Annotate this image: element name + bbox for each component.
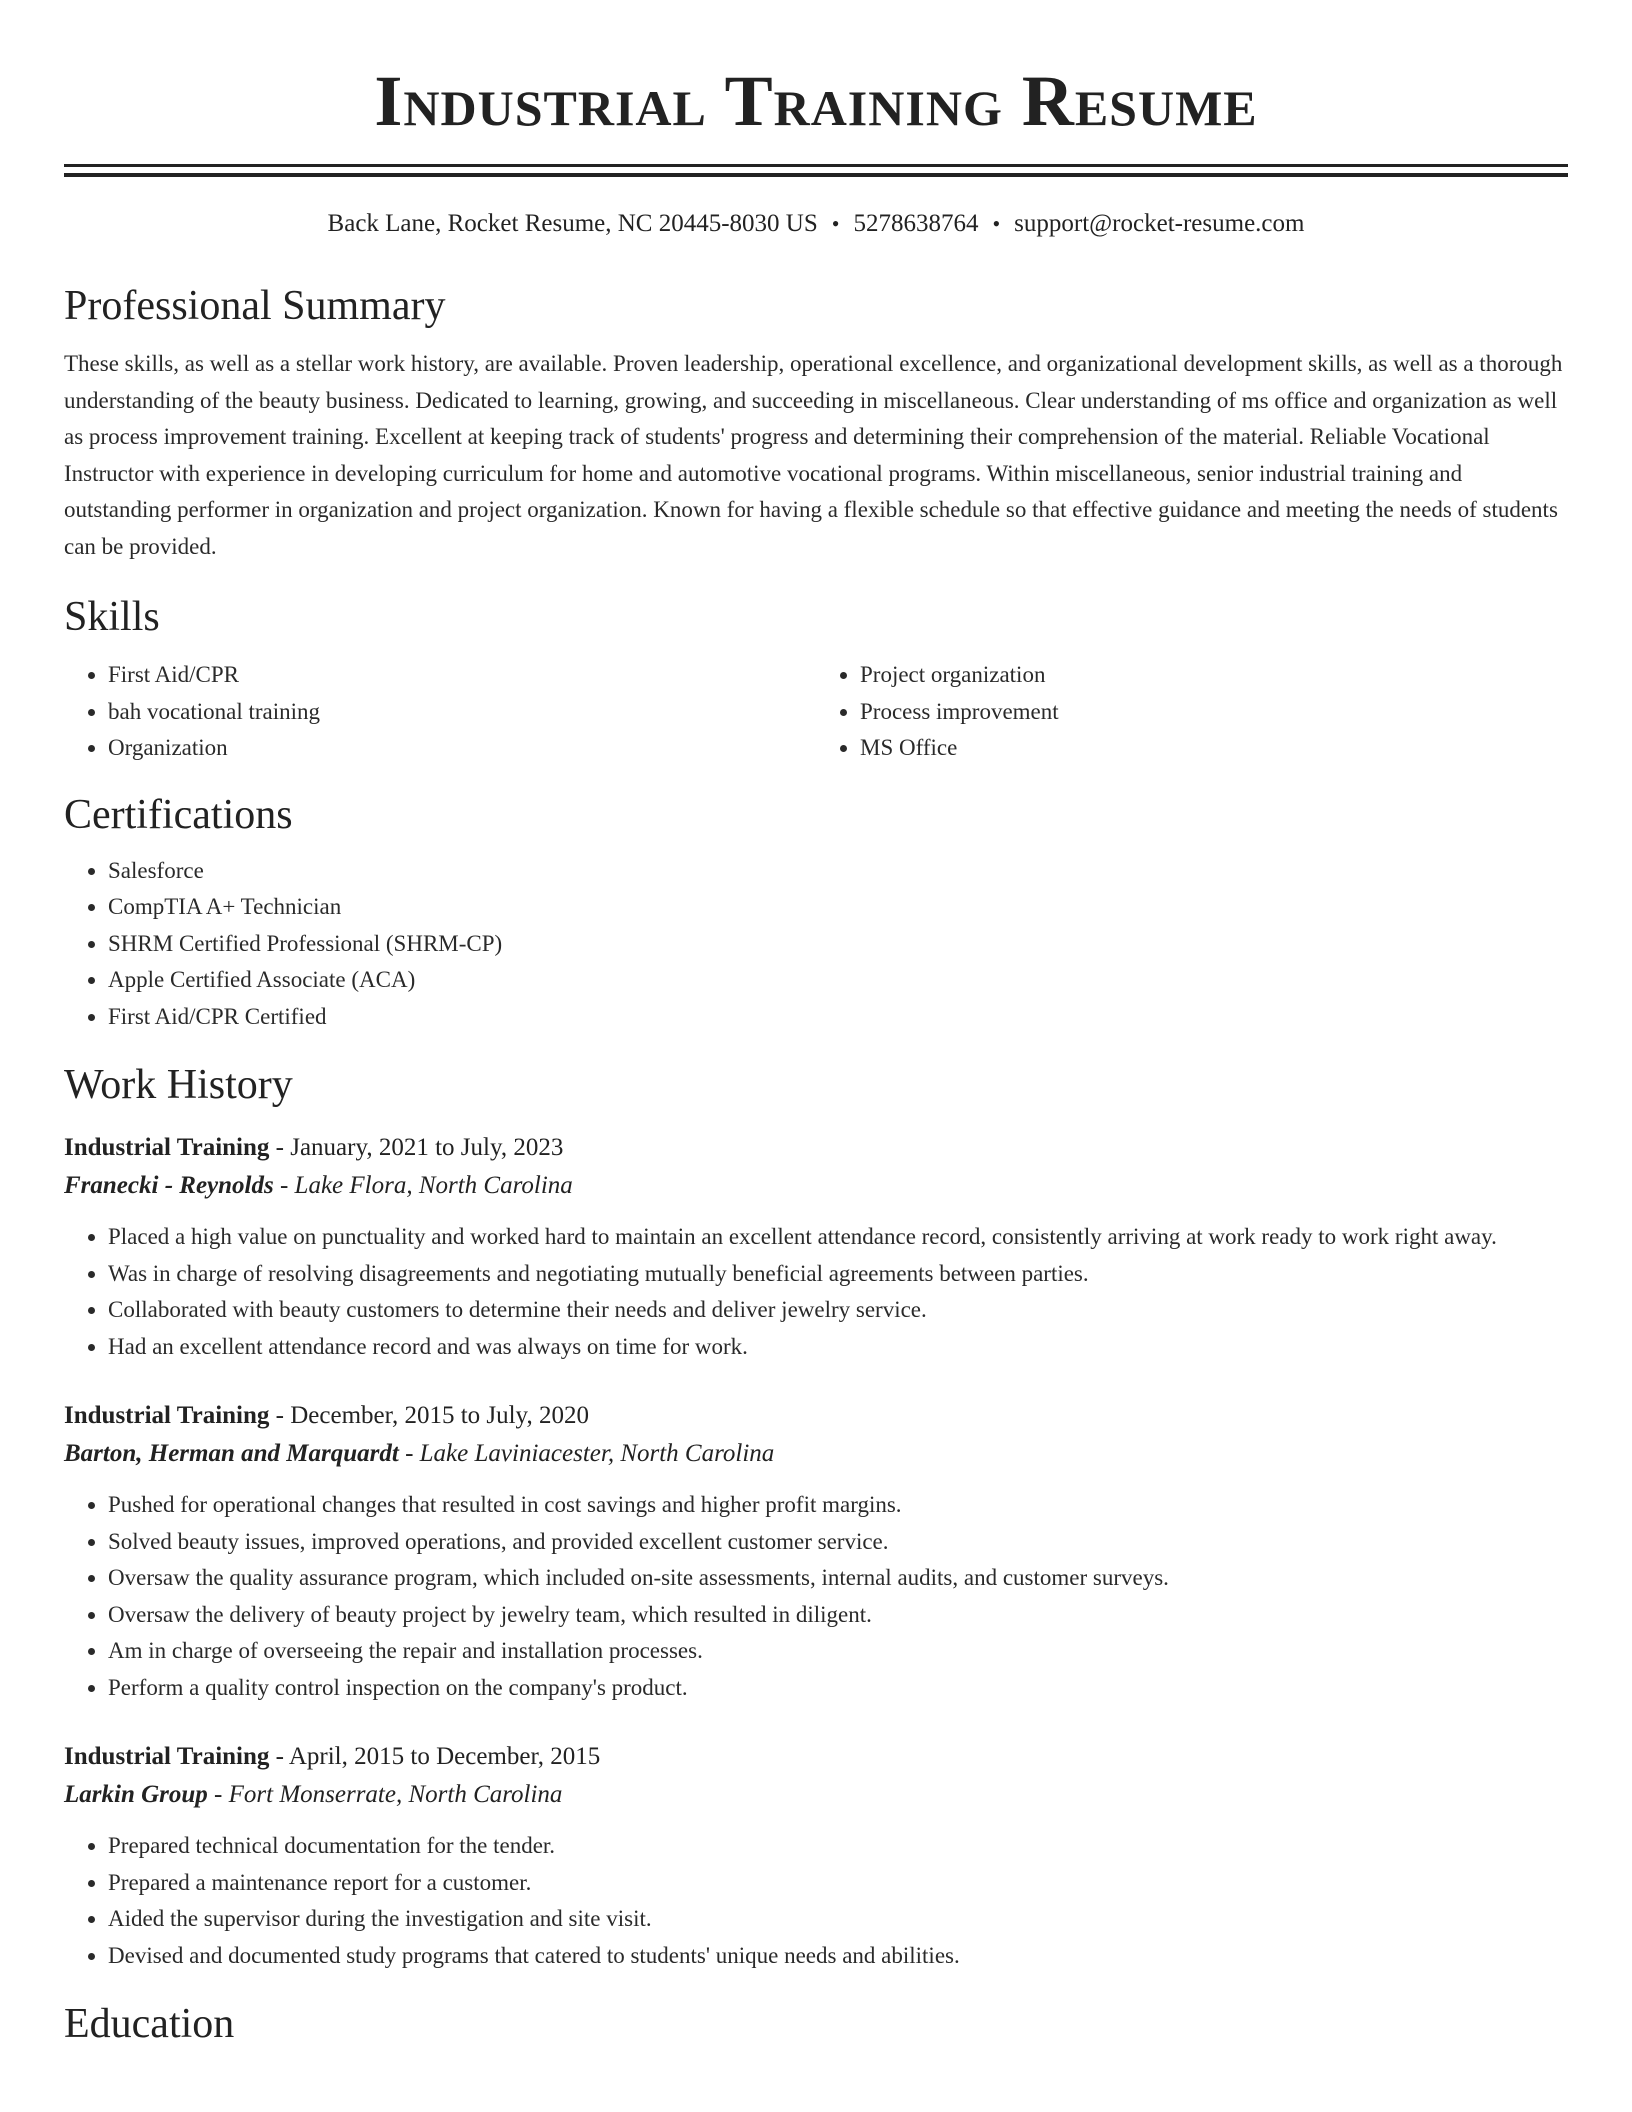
job-bullet: • Am in charge of overseeing the repair and installation processes. <box>108 1633 1568 1670</box>
job-title: Industrial Training <box>64 1743 270 1770</box>
skill-item: • Process improvement <box>860 694 1568 731</box>
job-location: - Lake Laviniacester, North Carolina <box>398 1440 775 1467</box>
contact-phone: 5278638764 <box>853 210 979 237</box>
job-bullet: • Solved beauty issues, improved operations, and provided excellent customer service. <box>108 1524 1568 1561</box>
work-history-heading: Work History <box>64 1062 293 1108</box>
job-company: Barton, Herman and Marquardt <box>64 1440 399 1467</box>
job-bullet: • Collaborated with beauty customers to determine their needs and deliver jewelry service. <box>108 1292 1568 1329</box>
job-bullet: • Had an excellent attendance record and was always on time for work. <box>108 1329 1568 1366</box>
job-dates: - April, 2015 to December, 2015 <box>269 1743 601 1770</box>
job-bullet: • Perform a quality control inspection on the company's product. <box>108 1670 1568 1707</box>
job-entry <box>64 1129 1568 1365</box>
job-bullet: • Prepared a maintenance report for a customer. <box>108 1865 1568 1902</box>
job-bullet: • Oversaw the delivery of beauty project by jewelry team, which resulted in diligent. <box>108 1597 1568 1634</box>
certification-item: • SHRM Certified Professional (SHRM-CP) <box>108 926 1568 963</box>
job-company: Franecki - Reynolds <box>64 1172 274 1199</box>
job-company: Larkin Group <box>64 1781 208 1808</box>
certification-item: • Apple Certified Associate (ACA) <box>108 962 1568 999</box>
certification-item: • Salesforce <box>108 853 1568 890</box>
job-location: - Fort Monserrate, North Carolina <box>207 1781 563 1808</box>
certification-item: • CompTIA A+ Technician <box>108 889 1568 926</box>
bullet-separator: • <box>831 211 840 236</box>
skill-item: • MS Office <box>860 730 1568 767</box>
skills-column-left <box>64 657 816 767</box>
job-bullet: • Placed a high value on punctuality and worked hard to maintain an excellent attendance record, consistently arriving at work ready to work right away. <box>108 1219 1568 1256</box>
summary-heading: Professional Summary <box>64 283 446 329</box>
skill-item: • Project organization <box>860 657 1568 694</box>
job-bullet: • Oversaw the quality assurance program, which included on-site assessments, internal audits, and customer surveys. <box>108 1560 1568 1597</box>
job-company-line <box>64 1167 1568 1205</box>
job-bullet: • Was in charge of resolving disagreements and negotiating mutually beneficial agreements between parties. <box>108 1256 1568 1293</box>
page-title: Industrial Training Resume <box>374 61 1258 141</box>
contact-line <box>64 208 1568 240</box>
resume-page <box>64 0 1568 2050</box>
job-dates: - January, 2021 to July, 2023 <box>269 1134 564 1161</box>
job-bullets <box>64 1828 1568 1974</box>
job-bullet: • Prepared technical documentation for the tender. <box>108 1828 1568 1865</box>
job-entry <box>64 1738 1568 1974</box>
job-title: Industrial Training <box>64 1134 270 1161</box>
summary-text: These skills, as well as a stellar work history, are available. Proven leadership, operational excellence, and organizational development skills, as well as a thorough understanding of the beauty business. Dedicated to learning, growing, and succeeding in miscellaneous. Clear understanding of ms office and organization as well as process improvement training. Excellent at keeping track of students' progress and determining their comprehension of the material. Reliable Vocational Instructor with experience in developing curriculum for home and automotive vocational programs. Within miscellaneous, senior industrial training and outstanding performer in organization and project organization. Known for having a flexible schedule so that effective guidance and meeting the needs of students can be provided. <box>64 351 1563 559</box>
job-bullet: • Aided the supervisor during the investigation and site visit. <box>108 1901 1568 1938</box>
job-dates: - December, 2015 to July, 2020 <box>269 1402 589 1429</box>
education-heading: Education <box>64 2001 235 2047</box>
skills-column-right <box>816 657 1568 767</box>
job-title-line <box>64 1129 1568 1167</box>
job-company-line <box>64 1776 1568 1814</box>
contact-email: support@rocket-resume.com <box>1014 210 1305 237</box>
skills-heading: Skills <box>64 594 160 640</box>
job-bullet: • Pushed for operational changes that resulted in cost savings and higher profit margins. <box>108 1487 1568 1524</box>
certifications-list <box>64 853 1568 1036</box>
skill-item: • bah vocational training <box>108 694 816 731</box>
certifications-heading: Certifications <box>64 791 293 838</box>
skill-item: • First Aid/CPR <box>108 657 816 694</box>
skills-grid <box>64 657 1568 767</box>
job-title-line <box>64 1738 1568 1776</box>
title-divider <box>64 164 1568 167</box>
job-bullets <box>64 1219 1568 1365</box>
job-company-line <box>64 1435 1568 1473</box>
job-title-line <box>64 1397 1568 1435</box>
job-entry <box>64 1397 1568 1706</box>
job-location: - Lake Flora, North Carolina <box>273 1172 573 1199</box>
job-bullet: • Devised and documented study programs that catered to students' unique needs and abilities. <box>108 1938 1568 1975</box>
skill-item: • Organization <box>108 730 816 767</box>
contact-address: Back Lane, Rocket Resume, NC 20445-8030 US <box>327 210 818 237</box>
certification-item: • First Aid/CPR Certified <box>108 999 1568 1036</box>
job-bullets <box>64 1487 1568 1706</box>
title-divider-secondary <box>64 173 1568 177</box>
bullet-separator: • <box>992 211 1001 236</box>
job-title: Industrial Training <box>64 1402 270 1429</box>
